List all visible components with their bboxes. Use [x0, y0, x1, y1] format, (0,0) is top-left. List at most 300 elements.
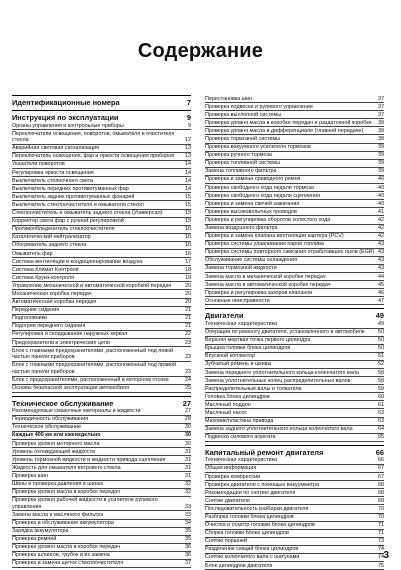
- toc-page-number: 15: [185, 193, 191, 200]
- toc-entry: [205, 457, 384, 465]
- toc-entry: [205, 216, 384, 224]
- toc-page-number: 33: [185, 503, 191, 510]
- toc-page-number: 27: [185, 408, 191, 415]
- toc-page-number: 71: [378, 530, 384, 537]
- toc-entry: [12, 153, 191, 161]
- toc-entry-title: Крышка головки блока цилиндров: [205, 345, 291, 352]
- toc-entry-title: Проверка и регулировка зазоров клапанов: [205, 289, 313, 296]
- toc-page-number: 30: [185, 440, 191, 447]
- toc-entry-title: Основные неисправности: [205, 297, 270, 304]
- toc-entry-title: Проверка уровня масла в коробке передач: [12, 489, 120, 496]
- toc-entry-title: Рекомендации по снятию двигателя: [205, 489, 296, 496]
- toc-entry: [12, 408, 191, 416]
- toc-page-number: 17: [185, 258, 191, 265]
- toc-page-number: 46: [378, 289, 384, 296]
- toc-page-number: 27: [182, 398, 191, 408]
- toc-entry-title: Инструкция по эксплуатации: [12, 113, 119, 122]
- toc-entry: [12, 472, 191, 480]
- toc-entry-title: Предохранители и электрические цепи: [12, 339, 110, 346]
- toc-page-number: 70: [378, 505, 384, 512]
- toc-entry: [205, 345, 384, 353]
- toc-entry: [12, 161, 191, 169]
- toc-entry: [12, 226, 191, 234]
- toc-entry-title: Замена топливного фильтра: [205, 168, 277, 175]
- toc-entry: [205, 241, 384, 249]
- toc-entry: [12, 424, 191, 432]
- toc-entry-title: Обогреватель заднего стекла: [12, 242, 87, 249]
- toc-entry: [12, 331, 191, 339]
- toc-entry: [12, 528, 191, 536]
- toc-entry-title: Головка блока цилиндров: [205, 393, 270, 400]
- toc-page-number: 73: [378, 538, 384, 545]
- toc-entry-title: Уровень тормозной жидкости и жидкости привода сцепления: [12, 456, 166, 463]
- toc-page-number: 50: [378, 345, 384, 352]
- toc-page-number: 16: [185, 234, 191, 241]
- toc-page-number: 63: [378, 418, 384, 425]
- toc-entry-title: Указатели поворотов: [12, 161, 65, 168]
- toc-entry: [12, 481, 191, 489]
- toc-entry: [205, 434, 384, 442]
- toc-entry-title: Каталитический нейтрализатор: [12, 234, 91, 241]
- toc-entry: [205, 377, 384, 385]
- toc-entry-title: Жидкость для омывателя ветрового стекла: [12, 464, 121, 471]
- toc-entry: [205, 111, 384, 119]
- toc-entry-title: Переключатель освещения, фар и яркости освещения приборов: [12, 153, 175, 160]
- toc-entry: [12, 315, 191, 323]
- toc-entry: [205, 127, 384, 135]
- toc-entry: [205, 514, 384, 522]
- toc-entry-title: Блок с главными предохранителями, расположенный под левой частью панели приборов: [12, 347, 174, 361]
- toc-entry-title: Проверка ремней: [12, 536, 57, 543]
- toc-section-heading: [205, 308, 384, 320]
- toc-page-number: 42: [378, 225, 384, 231]
- toc-entry-title: Подвеска силового агрегата: [205, 434, 276, 441]
- toc-entry: [205, 168, 384, 176]
- toc-page-number: 38: [378, 127, 384, 134]
- toc-page-number: 74: [378, 546, 384, 553]
- toc-page-number: 43: [378, 257, 384, 264]
- toc-entry: [205, 369, 384, 377]
- toc-page-number: 67: [378, 465, 384, 472]
- toc-entry: [12, 536, 191, 544]
- toc-entry-title: Корректор света фар с ручной регулировкой: [12, 218, 124, 225]
- toc-entry: [12, 185, 191, 193]
- toc-entry: [12, 274, 191, 282]
- toc-page-number: 13: [185, 145, 191, 152]
- toc-entry: [12, 544, 191, 552]
- toc-entry-title: Подголовники: [12, 315, 48, 322]
- toc-page-number: 22: [185, 331, 191, 338]
- toc-right-column: [205, 95, 384, 570]
- toc-page-number: 41: [378, 208, 384, 215]
- toc-entry: [205, 95, 384, 103]
- toc-entry-title: Замена масла в механической коробке передач: [205, 273, 326, 280]
- toc-entry: [205, 538, 384, 546]
- toc-entry-title: Общая информация: [205, 465, 257, 472]
- toc-page-number: 16: [185, 250, 191, 257]
- toc-entry: [12, 497, 191, 512]
- toc-entry: [205, 184, 384, 192]
- toc-entry-title: Разделение секций блока цилиндров: [205, 546, 299, 553]
- toc-page-number: 20: [185, 282, 191, 289]
- toc-entry-title: Блок цилиндров двигателя: [205, 562, 273, 569]
- toc-page-number: 66: [375, 447, 384, 457]
- toc-entry-title: Техническое обслуживание: [12, 398, 114, 408]
- toc-entry-title: Верхняя мертвая точка первого цилиндра: [205, 337, 311, 344]
- toc-entry: [205, 249, 384, 257]
- toc-page-number: 60: [378, 393, 384, 400]
- toc-entry: [12, 218, 191, 226]
- toc-page-number: 50: [378, 329, 384, 336]
- toc-page-number: 75: [378, 562, 384, 569]
- toc-page-number: 43: [378, 265, 384, 272]
- toc-entry-title: Проверка уровня рабочей жидкости в усилителе рулевого управления: [12, 497, 158, 510]
- toc-page-number: 36: [185, 544, 191, 551]
- toc-entry-title: Проверка вакуумного усилителя тормозов: [205, 144, 311, 151]
- toc-page-number: 21: [185, 323, 191, 330]
- toc-entry: [205, 409, 384, 417]
- toc-page-number: 16: [185, 226, 191, 233]
- toc-entry-title: Уровень охлаждающей жидкости: [12, 448, 96, 455]
- toc-entry: [12, 145, 191, 153]
- toc-entry: [12, 489, 191, 497]
- toc-page-number: 32: [185, 489, 191, 496]
- toc-entry-title: Регулировка и складывание наружных зеркал: [12, 331, 128, 338]
- toc-entry: [12, 234, 191, 242]
- toc-entry: [205, 233, 384, 241]
- toc-entry: [12, 552, 191, 560]
- toc-entry-title: Проверка и замена приводного ремня: [205, 176, 301, 183]
- toc-entry-title: Подогрев переднего сидения: [12, 323, 86, 330]
- toc-entry-title: Шины и проверка давления в шинах: [12, 481, 104, 488]
- toc-entry-title: Техническое обслуживание: [12, 424, 81, 431]
- toc-entry: [205, 401, 384, 409]
- toc-entry-title: Перестановка шин: [205, 95, 253, 102]
- toc-entry: [205, 289, 384, 297]
- toc-entry: [12, 130, 191, 145]
- toc-page-number: 21: [185, 307, 191, 314]
- toc-entry: [205, 418, 384, 426]
- toc-entry: [205, 337, 384, 345]
- toc-entry: [12, 416, 191, 424]
- toc-page-number: 40: [378, 200, 384, 207]
- toc-entry-title: Органы управления и контрольные приборы: [12, 122, 124, 129]
- toc-entry-title: Проверка и замена свечей зажигания: [205, 200, 300, 207]
- toc-entry: [205, 281, 384, 289]
- toc-entry: [205, 119, 384, 127]
- toc-page-number: 39: [378, 160, 384, 167]
- toc-entry-title: Выключатель задних противотуманных фонарей: [12, 193, 135, 200]
- toc-entry-title: Рекомендуемые смазочные материалы и жидкости: [12, 408, 141, 415]
- toc-section-heading: [12, 95, 191, 107]
- toc-page-number: 31: [185, 456, 191, 463]
- toc-page-number: 42: [378, 216, 384, 223]
- toc-entry: [12, 201, 191, 209]
- toc-page-number: 9: [188, 122, 191, 129]
- toc-entry-title: Капитальный ремонт двигателя: [205, 447, 324, 457]
- toc-entry-title: Переключатели освещения, поворотов, омывателя и очистителя стекла: [12, 130, 175, 144]
- toc-page-number: 30: [185, 424, 191, 431]
- toc-entry-title: Техническая характеристика: [205, 457, 278, 464]
- toc-page-number: 13: [185, 153, 191, 160]
- toc-entry-title: Масляный поддон: [205, 401, 251, 408]
- toc-entry: [205, 393, 384, 401]
- toc-entry-title: Проверка уровня масла в коробке передач: [12, 544, 120, 551]
- toc-entry: [12, 440, 191, 448]
- toc-entry: [205, 257, 384, 265]
- toc-page-number: 25: [185, 385, 191, 392]
- toc-page-number: 51: [378, 353, 384, 360]
- toc-entry: [12, 385, 191, 393]
- toc-page-number: 68: [378, 481, 384, 488]
- toc-entry-title: Замена уплотнительных колец распределительных валов: [205, 377, 351, 384]
- toc-entry-title: Масляный насос: [205, 409, 248, 416]
- toc-entry-title: Проверка тормозной системы: [205, 135, 281, 142]
- toc-page-number: 70: [378, 514, 384, 520]
- toc-page-number: 50: [378, 337, 384, 344]
- toc-entry: [12, 520, 191, 528]
- toc-entry: [12, 258, 191, 266]
- toc-page-number: 15: [185, 210, 191, 217]
- toc-entry: [205, 426, 384, 434]
- toc-page-number: 36: [185, 552, 191, 559]
- toc-entry-title: Двигатели: [205, 311, 244, 321]
- toc-page-number: 12: [185, 137, 191, 144]
- toc-entry: [205, 297, 384, 305]
- toc-page-number: 31: [185, 472, 191, 479]
- toc-section-heading: [12, 110, 191, 122]
- toc-entry: [205, 192, 384, 200]
- toc-entry-title: Сборка головки блока цилиндров: [205, 530, 289, 537]
- toc-entry-title: Выключатель передних противотуманных фар: [12, 185, 129, 192]
- toc-page-number: 40: [378, 176, 384, 183]
- toc-entry-title: Замена масла и масляного фильтра: [12, 511, 104, 518]
- toc-entry-title: Блок с предохранителями, расположенный в моторном отсеке: [12, 377, 169, 383]
- toc-entry: [12, 560, 191, 568]
- toc-entry-title: Проверка и регулировка оборотов холостого хода: [205, 216, 331, 223]
- toc-page-number: 45: [378, 281, 384, 288]
- toc-page-number: 16: [185, 242, 191, 249]
- page-title: Содержание: [137, 40, 264, 62]
- toc-entry-title: Механическая коробка передач: [12, 290, 92, 297]
- toc-entry: [205, 481, 384, 489]
- toc-page-number: 20: [185, 299, 191, 306]
- toc-entry: [205, 546, 384, 554]
- toc-page-number: 42: [378, 233, 384, 240]
- toc-page-number: 30: [185, 432, 191, 439]
- toc-entry: [205, 160, 384, 168]
- toc-entry-title: Управление механической и автоматической коробкой передач: [12, 282, 172, 289]
- toc-entry: [205, 562, 384, 570]
- page-number: 3: [383, 550, 389, 561]
- toc-page-number: 28: [185, 416, 191, 423]
- toc-entry-title: Замена масла в автоматической коробке передач: [205, 281, 331, 288]
- toc-entry: [12, 307, 191, 315]
- toc-page-number: 71: [378, 522, 384, 529]
- toc-page-number: 44: [378, 273, 384, 280]
- toc-entry-title: Проверка ручного тормоза: [205, 152, 272, 159]
- toc-entry: [205, 200, 384, 208]
- toc-entry-title: Система Климат Контроля: [12, 266, 79, 273]
- toc-page-number: 39: [378, 144, 384, 151]
- toc-entry: [205, 530, 384, 538]
- toc-page-number: 67: [378, 473, 384, 480]
- toc-page-number: 37: [378, 103, 384, 110]
- toc-entry-title: Блок с главными предохранителями, расположенный под правой частью панели приборов: [12, 362, 176, 375]
- toc-page-number: 58: [378, 377, 384, 384]
- toc-entry-title: Проверка шлангов, трубок и их замена: [12, 552, 110, 559]
- toc-entry-title: Проверка подвески и рулевого управления: [205, 103, 313, 110]
- toc-page-number: 49: [378, 320, 384, 327]
- toc-page-number: 34: [185, 520, 191, 526]
- toc-entry: [205, 522, 384, 530]
- toc-entry-title: Идентификационные номера: [12, 98, 120, 107]
- toc-entry-title: Снятие двигателя: [205, 497, 250, 504]
- toc-entry: [205, 225, 384, 233]
- toc-entry-title: Стеклоочиститель и омыватель заднего стекла (Универсал): [12, 210, 163, 217]
- toc-entry-title: Проверка шин: [12, 472, 48, 479]
- toc-entry-title: Система Круиз-контроля: [12, 274, 75, 281]
- toc-entry-title: Замена воздушного фильтра: [205, 225, 278, 231]
- toc-entry: [205, 329, 384, 337]
- toc-entry: [12, 282, 191, 290]
- toc-page-number: 35: [185, 536, 191, 543]
- toc-entry: [12, 432, 191, 440]
- toc-page-number: 37: [378, 111, 384, 118]
- toc-entry-title: Замена заднего уплотнительного кольца коленчатого вала: [205, 426, 353, 433]
- toc-entry: [12, 377, 191, 385]
- toc-page-number: 65: [378, 434, 384, 441]
- toc-page-number: 47: [378, 297, 384, 304]
- toc-page-number: 18: [185, 266, 191, 273]
- toc-entry-title: Проверка и обслуживание аккумулятора: [12, 520, 114, 526]
- toc-page-number: 39: [378, 168, 384, 175]
- toc-page-number: 39: [378, 152, 384, 159]
- toc-page-number: 68: [378, 489, 384, 496]
- toc-section-heading: [12, 396, 191, 408]
- toc-entry-title: Выключатель стеклоочистителя и омывателя стекол: [12, 201, 144, 208]
- toc-page-number: 74: [378, 554, 384, 561]
- toc-entry: [205, 265, 384, 273]
- toc-entry: [205, 473, 384, 481]
- toc-entry-title: Проверка свободного хода педали тормоза: [205, 184, 314, 191]
- toc-entry-title: Последовательность разборки двигателя: [205, 505, 309, 512]
- toc-entry-title: Выключатель стояночного света: [12, 177, 94, 184]
- toc-entry-title: Автоматическая коробка передач: [12, 299, 97, 306]
- toc-entry-title: Каждые 400 км или еженедельно: [12, 432, 101, 439]
- toc-entry-title: Проверка и замена клапана вентиляции картера (PCV): [205, 233, 344, 240]
- toc-page-number: 40: [378, 192, 384, 199]
- toc-entry-title: Передние сидения: [12, 307, 60, 314]
- toc-entry-title: Проверка и замена щеток стеклоочистителя: [12, 560, 124, 567]
- toc-entry-title: Омыватель фар: [12, 250, 53, 257]
- toc-page-number: 9: [186, 113, 191, 122]
- toc-entry-title: Маховик/пластина привода: [205, 418, 274, 425]
- toc-page-number: 14: [185, 169, 191, 176]
- toc-entry: [12, 177, 191, 185]
- toc-entry: [205, 176, 384, 184]
- toc-entry-title: Проверка выхлопной системы: [205, 111, 282, 118]
- toc-entry-title: Зарядка аккумулятора: [12, 528, 69, 535]
- toc-entry-title: Проверка топливной системы: [205, 160, 280, 167]
- toc-entry-title: Снятие поршней: [205, 538, 247, 545]
- toc-entry: [205, 361, 384, 369]
- toc-entry-title: Замена тормозной жидкости: [205, 265, 277, 272]
- toc-entry-title: Проверка системы повторного сжигания отработавших газов (EGR): [205, 249, 375, 256]
- toc-entry: [12, 210, 191, 218]
- toc-entry: [205, 273, 384, 281]
- toc-entry-title: Впускной коллектор: [205, 353, 256, 360]
- toc-entry: [12, 362, 191, 377]
- toc-entry-title: Основы безопасной эксплуатации автомобиля: [12, 385, 129, 392]
- toc-entry-title: Замена переднего уплотнительного кольца коленчатого вала: [205, 369, 359, 376]
- toc-page-number: 23: [185, 354, 191, 361]
- toc-entry: [12, 299, 191, 307]
- toc-page-number: 35: [185, 528, 191, 535]
- toc-page-number: 66: [378, 457, 384, 464]
- toc-page-number: 14: [185, 185, 191, 192]
- toc-entry-title: Регулировка яркости освещения: [12, 169, 94, 176]
- toc-page-number: 33: [185, 511, 191, 518]
- toc-page-number: 23: [185, 339, 191, 346]
- toc-entry-title: Техническая характеристика: [205, 320, 278, 327]
- toc-page-number: 43: [378, 249, 384, 256]
- toc-entry: [205, 385, 384, 393]
- toc-entry-title: Проверка компрессии: [205, 473, 261, 480]
- toc-page-number: 69: [378, 497, 384, 504]
- toc-entry-title: Периодичность обслуживания: [12, 416, 89, 423]
- toc-entry-title: Проверка системы улавливания паров топлива: [205, 241, 324, 248]
- toc-entry: [12, 266, 191, 274]
- toc-left-column: [12, 95, 191, 568]
- toc-entry-title: Проверка свободного хода педали сцепления: [205, 192, 321, 199]
- toc-entry: [12, 122, 191, 130]
- toc-page-number: 7: [186, 98, 191, 107]
- toc-page-number: 15: [185, 218, 191, 225]
- toc-entry: [12, 290, 191, 298]
- toc-entry: [205, 505, 384, 513]
- toc-page-number: 43: [378, 241, 384, 248]
- toc-entry: [205, 497, 384, 505]
- toc-entry-title: Проверка высоковольтных проводов: [205, 208, 297, 215]
- toc-page-number: 37: [378, 95, 384, 102]
- toc-entry: [12, 448, 191, 456]
- toc-page-number: 61: [378, 401, 384, 408]
- toc-entry: [205, 465, 384, 473]
- toc-page-number: 38: [378, 135, 384, 142]
- toc-entry: [12, 456, 191, 464]
- toc-entry-title: Разборка головки блока цилиндров: [205, 514, 294, 520]
- toc-entry-title: Зубчатый ремень и шкивы: [205, 361, 272, 368]
- toc-page-number: 19: [185, 274, 191, 281]
- toc-entry-title: Обслуживание системы охлаждения: [205, 257, 298, 264]
- toc-entry-title: Проверка уровня моторного масла: [12, 440, 100, 447]
- toc-page-number: 38: [378, 119, 384, 126]
- toc-page-number: 37: [185, 560, 191, 567]
- toc-entry: [12, 511, 191, 519]
- toc-page-number: 24: [185, 377, 191, 383]
- toc-page-number: 63: [378, 409, 384, 416]
- toc-entry: [205, 135, 384, 143]
- toc-entry: [12, 193, 191, 201]
- toc-section-heading: [205, 445, 384, 457]
- toc-page-number: 14: [185, 177, 191, 184]
- toc-entry-title: Операции по ремонту двигателя, установленного в автомобиле: [205, 329, 365, 336]
- toc-entry-title: Очистка и осмотр головки блока цилиндров: [205, 522, 315, 529]
- toc-entry-title: Противообледенитель стеклоочистителя: [12, 226, 115, 233]
- toc-entry-title: Система вентиляции и кондиционирование воздуха: [12, 258, 143, 265]
- toc-page-number: 32: [185, 481, 191, 488]
